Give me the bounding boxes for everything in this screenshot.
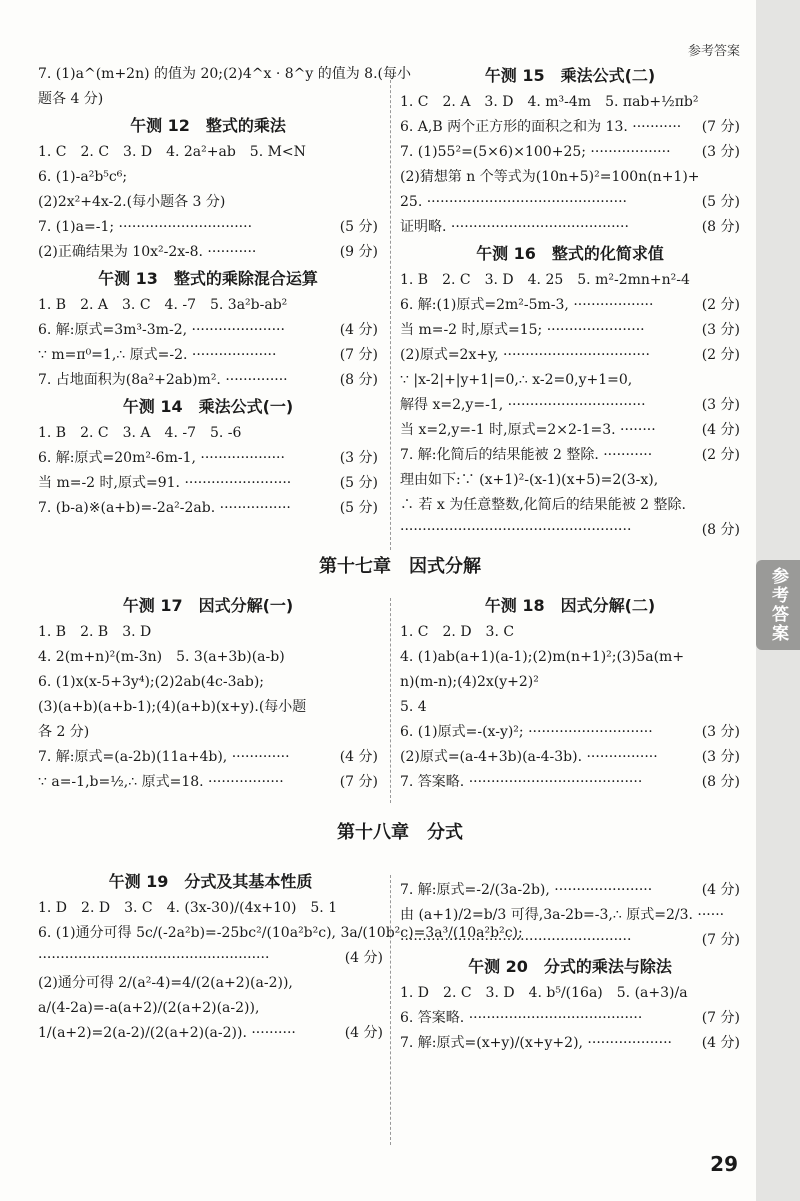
answer-line [38, 140, 378, 165]
right-bottom-column [400, 878, 740, 1056]
answer-text: 25. ············································· [400, 194, 627, 210]
answer-text: 7. 答案略. ······································· [400, 774, 643, 790]
answer-line [38, 996, 383, 1021]
right-mid-column [400, 592, 740, 795]
answer-text: a/(4-2a)=-a(a+2)/(2(a+2)(a-2)), [38, 1000, 260, 1016]
section-title: 午测 12 整式的乘法 [130, 116, 286, 135]
column-divider [390, 70, 391, 550]
left-mid-column [38, 592, 378, 795]
answer-line [400, 645, 740, 670]
answer-line [38, 670, 378, 695]
answer-text: 6. (1)通分可得 5c/(-2a²b)=-25bc²/(10a²b²c), 3a/(10b²c)=3a³/(10a²b²c); [38, 925, 523, 941]
page-number: 29 [710, 1152, 738, 1176]
answer-line [400, 903, 740, 928]
answer-line [400, 468, 740, 493]
section-title: 午测 18 因式分解(二) [484, 596, 656, 615]
answer-text: 6. 答案略. ······································· [400, 1010, 643, 1026]
answer-text: 7. 解:原式=(a-2b)(11a+4b), ············· [38, 749, 290, 765]
answer-text: 1. D 2. D 3. C 4. (3x-30)/(4x+10) 5. 1 [38, 900, 338, 916]
answer-text: (2)正确结果为 10x²-2x-8. ··········· [38, 244, 257, 260]
answer-text: 1. C 2. A 3. D 4. m³-4m 5. πab+½πb² [400, 94, 699, 110]
chapter-title: 第十七章 因式分解 [319, 556, 481, 577]
answer-text: 4. (1)ab(a+1)(a-1);(2)m(n+1)²;(3)5a(m+ [400, 649, 685, 665]
answer-text: 7. (b-a)※(a+b)=-2a²-2ab. ················ [38, 500, 291, 516]
section-title: 午测 17 因式分解(一) [122, 596, 294, 615]
section-title: 午测 15 乘法公式(二) [484, 66, 656, 85]
section-title: 午测 14 乘法公式(一) [122, 397, 294, 416]
score-label: (4 分) [344, 1025, 383, 1041]
score-label: (8 分) [701, 522, 740, 538]
answer-line [38, 446, 378, 471]
answer-line [38, 343, 378, 368]
answer-text: ∴ 若 x 为任意整数,化简后的结果能被 2 整除. [400, 497, 686, 513]
answer-text: ···················································· [400, 932, 632, 948]
section-title: 午测 20 分式的乘法与除法 [468, 957, 672, 976]
answer-text: n)(m-n);(4)2x(y+2)² [400, 674, 539, 690]
answer-text: 当 x=2,y=-1 时,原式=2×2-1=3. ········ [400, 422, 656, 438]
score-label: (7 分) [339, 347, 378, 363]
score-label: (8 分) [701, 219, 740, 235]
score-label: (2 分) [701, 447, 740, 463]
answer-line [400, 670, 740, 695]
answer-line [38, 896, 383, 921]
answer-text: 解得 x=2,y=-1, ······························· [400, 397, 646, 413]
answer-text: 6. 解:原式=3m³-3m-2, ····················· [38, 322, 285, 338]
answer-line [400, 620, 740, 645]
answer-text: 7. 占地面积为(8a²+2ab)m². ·············· [38, 372, 288, 388]
answer-line [400, 981, 740, 1006]
answer-line [400, 745, 740, 770]
answer-text: (2)通分可得 2/(a²-4)=4/(2(a+2)(a-2)), [38, 975, 293, 991]
answer-line [400, 393, 740, 418]
answer-line [400, 878, 740, 903]
score-label: (5 分) [339, 500, 378, 516]
answer-text: 6. 解:原式=20m²-6m-1, ··················· [38, 450, 285, 466]
answer-line [38, 421, 378, 446]
answer-line [400, 318, 740, 343]
answer-text: 7. 解:化简后的结果能被 2 整除. ··········· [400, 447, 653, 463]
answer-text: 1. C 2. D 3. C [400, 624, 515, 640]
answer-line [38, 318, 378, 343]
answer-text: 6. (1)原式=-(x-y)²; ···························· [400, 724, 653, 740]
answer-text: 1/(a+2)=2(a-2)/(2(a+2)(a-2)). ·········· [38, 1025, 296, 1041]
answer-line [400, 418, 740, 443]
score-label: (3 分) [701, 397, 740, 413]
answer-line [400, 493, 740, 518]
answer-line [38, 695, 378, 720]
column-divider [390, 875, 391, 1145]
answer-text: (2)原式=(a-4+3b)(a-4-3b). ················ [400, 749, 658, 765]
answer-text: 1. B 2. C 3. A 4. -7 5. -6 [38, 425, 242, 441]
answer-line [38, 946, 383, 971]
section-title: 午测 16 整式的化简求值 [476, 244, 664, 263]
score-label: (9 分) [339, 244, 378, 260]
answer-text: 1. C 2. C 3. D 4. 2a²+ab 5. M<N [38, 144, 306, 160]
page-header: 参考答案 [687, 44, 740, 59]
score-label: (7 分) [701, 1010, 740, 1026]
answer-line [38, 645, 378, 670]
chapter-title: 第十八章 分式 [337, 822, 463, 843]
answer-text: 由 (a+1)/2=b/3 可得,3a-2b=-3,∴ 原式=2/3. ······ [400, 907, 725, 923]
answer-text: 6. (1)-a²b⁵c⁶; [38, 169, 128, 185]
score-label: (8 分) [701, 774, 740, 790]
answer-text: 7. (1)55²=(5×6)×100+25; ·················· [400, 144, 671, 160]
answer-text: 6. 解:(1)原式=2m²-5m-3, ·················· [400, 297, 654, 313]
score-label: (3 分) [339, 450, 378, 466]
answer-text: (2)猜想第 n 个等式为(10n+5)²=100n(n+1)+ [400, 169, 700, 185]
score-label: (7 分) [339, 774, 378, 790]
answer-line [38, 190, 378, 215]
column-divider [390, 598, 391, 803]
score-label: (7 分) [701, 119, 740, 135]
answer-text: 各 2 分) [38, 724, 90, 740]
answer-line [38, 770, 378, 795]
answer-text: (2)2x²+4x-2.(每小题各 3 分) [38, 194, 226, 210]
section-title: 午测 19 分式及其基本性质 [108, 872, 313, 891]
answer-text: ∵ a=-1,b=½,∴ 原式=18. ················· [38, 774, 284, 790]
answer-text: 6. (1)x(x-5+3y⁴);(2)2ab(4c-3ab); [38, 674, 265, 690]
answer-line [38, 87, 378, 112]
answer-text: 1. B 2. A 3. C 4. -7 5. 3a²b-ab² [38, 297, 288, 313]
score-label: (4 分) [339, 749, 378, 765]
score-label: (3 分) [701, 144, 740, 160]
answer-line [400, 443, 740, 468]
answer-line [38, 240, 378, 265]
answer-line [400, 695, 740, 720]
answer-line [400, 293, 740, 318]
answer-text: ∵ m=π⁰=1,∴ 原式=-2. ··················· [38, 347, 277, 363]
answer-line [400, 190, 740, 215]
score-label: (4 分) [701, 1035, 740, 1051]
answer-line [38, 293, 378, 318]
score-label: (8 分) [339, 372, 378, 388]
answer-line [400, 140, 740, 165]
score-label: (5 分) [339, 475, 378, 491]
right-top-column [400, 62, 740, 543]
score-label: (3 分) [701, 724, 740, 740]
answer-text: 7. 解:原式=(x+y)/(x+y+2), ··················· [400, 1035, 672, 1051]
score-label: (4 分) [344, 950, 383, 966]
answer-text: (3)(a+b)(a+b-1);(4)(a+b)(x+y).(每小题 [38, 699, 307, 715]
score-label: (4 分) [701, 882, 740, 898]
answer-line [38, 368, 378, 393]
side-tab[interactable]: 参考答案 [756, 560, 800, 650]
answer-line [400, 928, 740, 953]
answer-line [400, 518, 740, 543]
answer-text: 证明略. ········································ [400, 219, 629, 235]
answer-line [38, 720, 378, 745]
answer-text: 4. 2(m+n)²(m-3n) 5. 3(a+3b)(a-b) [38, 649, 285, 665]
answer-text: ···················································· [400, 522, 632, 538]
score-label: (2 分) [701, 297, 740, 313]
answer-line [400, 90, 740, 115]
score-label: (7 分) [701, 932, 740, 948]
answer-text: 1. B 2. C 3. D 4. 25 5. m²-2mn+n²-4 [400, 272, 690, 288]
answer-text: (2)原式=2x+y, ································· [400, 347, 650, 363]
answer-text: 题各 4 分) [38, 91, 104, 107]
answer-line [400, 1031, 740, 1056]
answer-line [38, 471, 378, 496]
score-label: (5 分) [701, 194, 740, 210]
left-top-column [38, 62, 411, 521]
answer-line [400, 720, 740, 745]
answer-line [400, 368, 740, 393]
answer-line [38, 165, 378, 190]
answer-line [400, 343, 740, 368]
answer-line [38, 620, 378, 645]
answer-text: 7. (1)a^(m+2n) 的值为 20;(2)4^x · 8^y 的值为 8.(每小 [38, 66, 411, 82]
answer-line [400, 165, 740, 190]
answer-text: 5. 4 [400, 699, 427, 715]
answer-line [400, 215, 740, 240]
answer-text: 6. A,B 两个正方形的面积之和为 13. ··········· [400, 119, 682, 135]
answer-line [400, 115, 740, 140]
answer-text: 理由如下:∵ (x+1)²-(x-1)(x+5)=2(3-x), [400, 472, 659, 488]
score-label: (3 分) [701, 322, 740, 338]
answer-text: 7. (1)a=-1; ······························ [38, 219, 253, 235]
answer-text: ···················································· [38, 950, 270, 966]
score-label: (4 分) [701, 422, 740, 438]
answer-line [400, 268, 740, 293]
answer-text: 当 m=-2 时,原式=15; ······················ [400, 322, 645, 338]
answer-text: 7. 解:原式=-2/(3a-2b), ······················ [400, 882, 653, 898]
score-label: (5 分) [339, 219, 378, 235]
answer-line [38, 921, 523, 946]
answer-line [38, 496, 378, 521]
answer-line [38, 215, 378, 240]
section-title: 午测 13 整式的乘除混合运算 [98, 269, 318, 288]
answer-line [38, 971, 383, 996]
answer-line [400, 770, 740, 795]
answer-line [38, 62, 411, 87]
answer-text: ∵ |x-2|+|y+1|=0,∴ x-2=0,y+1=0, [400, 372, 633, 388]
answer-text: 1. D 2. C 3. D 4. b⁵/(16a) 5. (a+3)/a [400, 985, 688, 1001]
answer-line [38, 745, 378, 770]
score-label: (2 分) [701, 347, 740, 363]
answer-line [38, 1021, 383, 1046]
answer-text: 当 m=-2 时,原式=91. ························ [38, 475, 292, 491]
answer-text: 1. B 2. B 3. D [38, 624, 152, 640]
answer-line [400, 1006, 740, 1031]
score-label: (4 分) [339, 322, 378, 338]
score-label: (3 分) [701, 749, 740, 765]
